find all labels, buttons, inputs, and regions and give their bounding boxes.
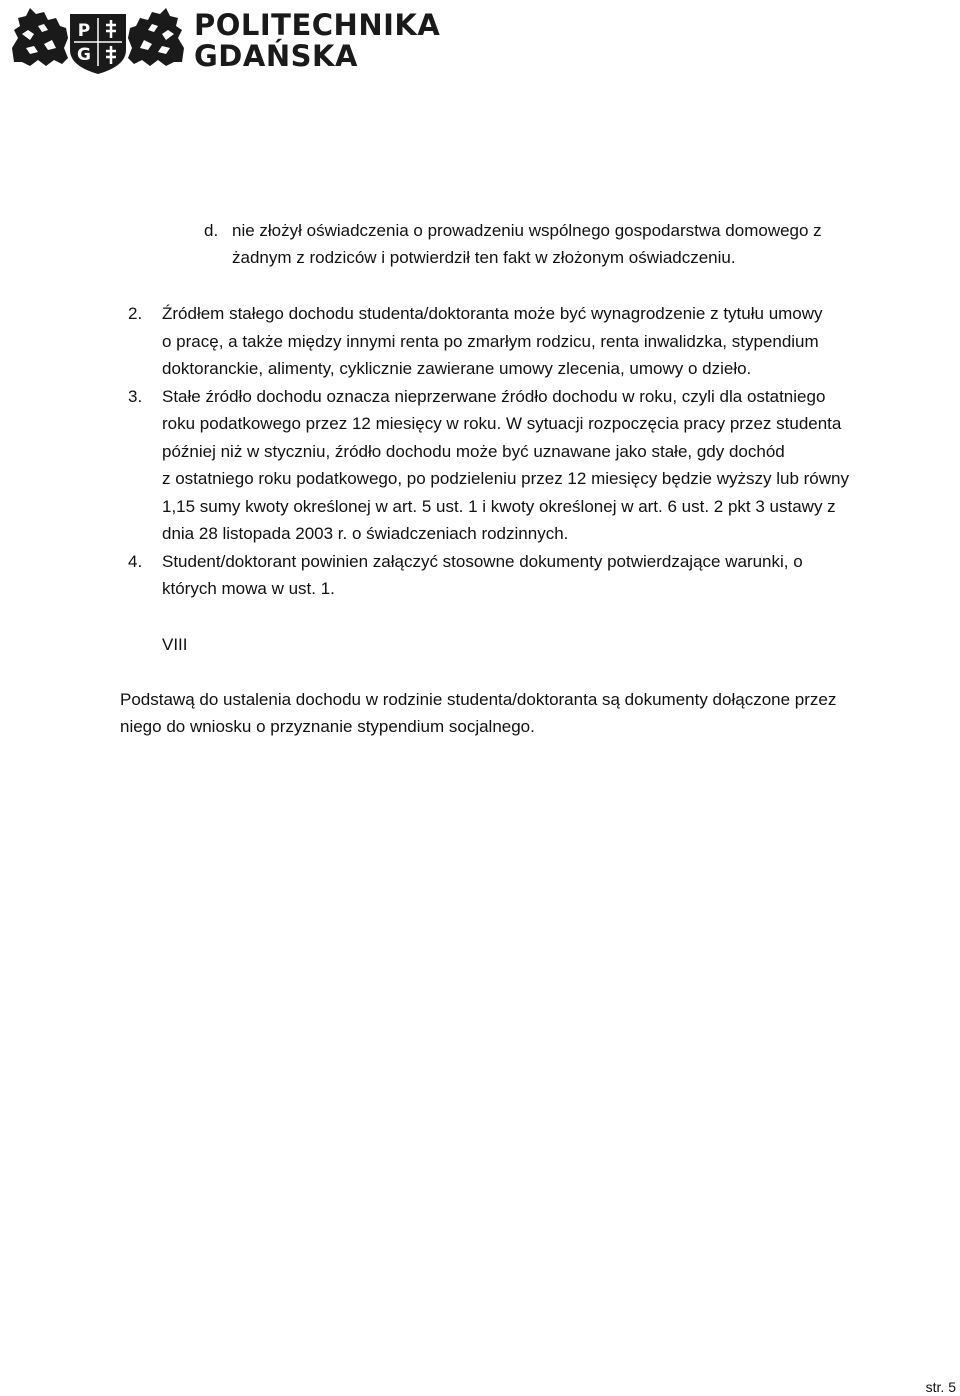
- logo-line-1: POLITECHNIKA: [194, 8, 441, 42]
- list-item-3-line: Stałe źródło dochodu oznacza nieprzerwane źródło dochodu w roku, czyli dla ostatniego: [162, 387, 826, 406]
- logo-line-2: GDAŃSKA: [194, 39, 358, 73]
- page-number: str. 5: [925, 1379, 956, 1395]
- logo-wordmark: [194, 10, 440, 72]
- section-heading: VIII: [162, 635, 188, 654]
- item-d-marker: d.: [204, 221, 219, 240]
- item-d-line: nie złożył oświadczenia o prowadzeniu wspólnego gospodarstwa domowego z: [232, 221, 822, 240]
- paragraph-line: niego do wniosku o przyznanie stypendium socjalnego.: [120, 717, 535, 736]
- list-item-3-line: dnia 28 listopada 2003 r. o świadczeniach rodzinnych.: [162, 524, 569, 543]
- paragraph-line: Podstawą do ustalenia dochodu w rodzinie studenta/doktoranta są dokumenty dołączone przez: [120, 690, 837, 709]
- list-item-4-line: których mowa w ust. 1.: [162, 579, 335, 598]
- list-item-3-line: później niż w styczniu, źródło dochodu może być uznawane jako stałe, gdy dochód: [162, 442, 785, 461]
- list-item-2-line: Źródłem stałego dochodu studenta/doktoranta może być wynagrodzenie z tytułu umowy: [162, 304, 823, 323]
- emblem-letter-p: P: [77, 21, 91, 41]
- item-d-line: żadnym z rodziców i potwierdził ten fakt w złożonym oświadczeniu.: [232, 248, 736, 267]
- university-logo: [8, 4, 441, 76]
- list-item-2-marker: 2.: [128, 304, 143, 323]
- list-item-4-line: Student/doktorant powinien załączyć stosowne dokumenty potwierdzające warunki, o: [162, 552, 803, 571]
- list-item-3-line: roku podatkowego przez 12 miesięcy w roku. W sytuacji rozpoczęcia pracy przez studenta: [162, 414, 842, 433]
- list-item-3-line: z ostatniego roku podatkowego, po podzieleniu przez 12 miesięcy będzie wyższy lub równy: [162, 469, 849, 488]
- list-item-3-line: 1,15 sumy kwoty określonej w art. 5 ust. 1 i kwoty określonej w art. 6 ust. 2 pkt 3 ustawy z: [162, 497, 836, 516]
- list-item-2-line: o pracę, a także między innymi renta po zmarłym rodzicu, renta inwalidzka, stypendium: [162, 332, 819, 351]
- list-item-3-marker: 3.: [128, 387, 143, 406]
- lion-emblem-icon: [8, 4, 188, 76]
- emblem-letter-g: G: [77, 45, 91, 65]
- list-item-2-line: doktoranckie, alimenty, cyklicznie zawierane umowy zlecenia, umowy o dzieło.: [162, 359, 752, 378]
- list-item-4-marker: 4.: [128, 552, 143, 571]
